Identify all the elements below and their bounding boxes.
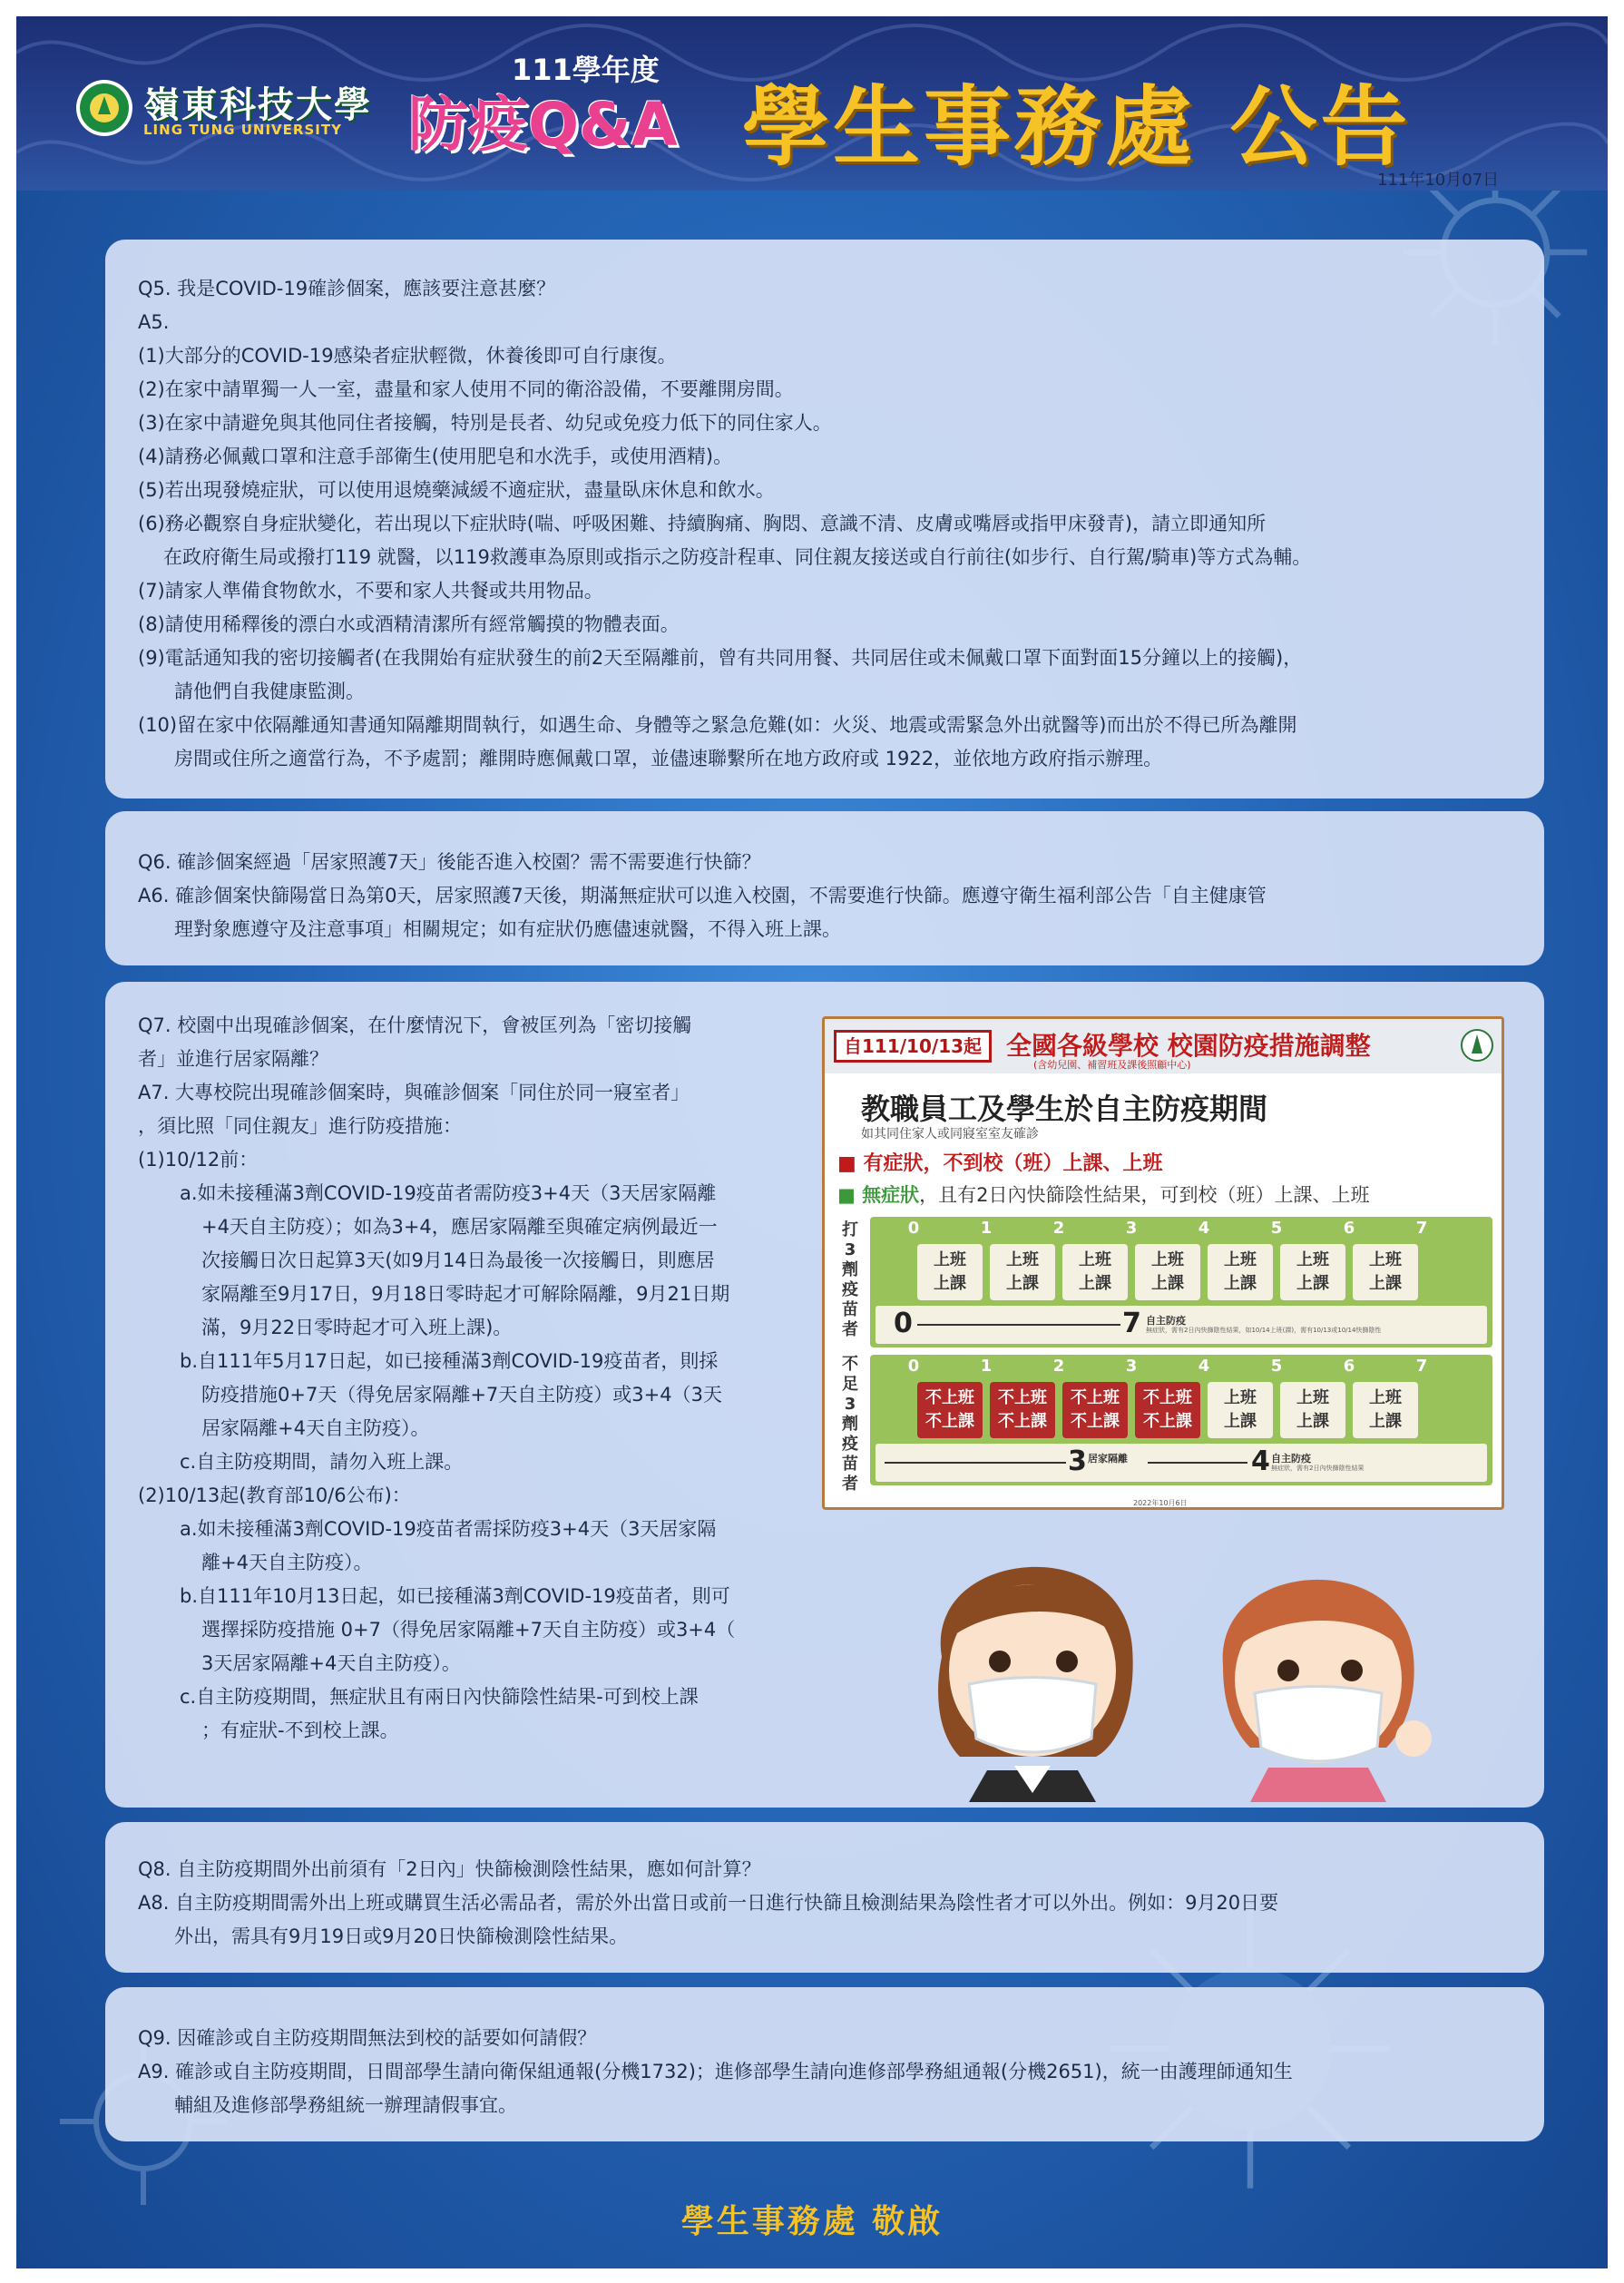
infographic-header [825,1019,1502,1073]
cell-label-work: 上班 [1224,1250,1257,1269]
attendance-cell [990,1244,1055,1300]
day-number: 4 [1198,1219,1210,1238]
attendance-cell [1280,1244,1345,1300]
q6-answer-cont: 理對象應遵守及注意事項」相關規定；如有症狀仍應儘速就醫，不得入班上課。 [174,918,841,940]
cell-label-work: 不上班 [1143,1388,1192,1407]
q5-item: (5)若出現發燒症狀，可以使用退燒藥減緩不適症狀，盡量臥床休息和飲水。 [138,479,775,501]
q5-item: (9)電話通知我的密切接觸者(在我開始有症狀發生的前2天至隔離前，曾有共同用餐、共同居住或未佩戴口罩下面對面15分鐘以上的接觸)， [138,647,1303,669]
q7-section: (1)10/12前： [138,1149,259,1171]
q5-item: (8)請使用稀釋後的漂白水或酒精清潔所有經常觸摸的物體表面。 [138,613,680,635]
boy-figure [1223,1580,1432,1802]
q7-section: (2)10/13起(教育部10/6公布)： [138,1484,411,1506]
cell-label-work: 上班 [1296,1250,1329,1269]
quarantine-label: 居家隔離 [1088,1453,1128,1465]
quarantine-days: 3 [1068,1445,1087,1477]
q7-item-cont: 次接觸日次日起算3天(如9月14日為最後一次接觸日，則應居 [201,1249,715,1271]
timeline-note: 無症狀，需有2日內快篩陰性結果，如10/14上班(課)，需有10/13或10/14快篩陰性 [1146,1327,1382,1334]
q8-answer: A8. 自主防疫期間需外出上班或購買生活必需品者，需於外出當日或前一日進行快篩且檢測結果為陰性者才可以外出。例如：9月20日要 [138,1892,1279,1914]
day-number: 2 [1052,1219,1065,1238]
cell-label-work: 上班 [1006,1250,1039,1269]
attendance-cell [1353,1244,1418,1300]
no-attendance-cell [990,1382,1055,1438]
q7-item-cont: 居家隔離+4天自主防疫）。 [201,1417,430,1439]
q9-answer: A9. 確診或自主防疫期間，日間部學生請向衛保組通報(分機1732)；進修部學生請向進修部學務組通報(分機2651)，統一由護理師通知生 [138,2061,1293,2082]
cell-label-class: 不上課 [998,1412,1047,1431]
header-banner [16,16,1608,191]
q7-item-cont: 選擇採防疫措施 0+7（得免居家隔離+7天自主防疫）或3+4（ [201,1619,736,1641]
masked-children-illustration [905,1512,1468,1802]
cell-label-class: 上課 [1296,1274,1329,1293]
self-prevention-timeline [876,1306,1487,1344]
q5-item: (2)在家中請單獨一人一室，盡量和家人使用不同的衛浴設備，不要離開房間。 [138,378,794,400]
day-number: 7 [1415,1219,1428,1238]
q7-item: b.自111年10月13日起，如已接種滿3劑COVID-19疫苗者，則可 [180,1585,730,1607]
q7-item: c.自主防疫期間，無症狀且有兩日內快篩陰性結果-可到校上課 [180,1686,699,1708]
day-number: 6 [1343,1219,1355,1238]
q7-item: a.如未接種滿3劑COVID-19疫苗者需採防疫3+4天（3天居家隔 [180,1518,717,1540]
q9-question: Q9. 因確診或自主防疫期間無法到校的話要如何請假？ [138,2027,597,2049]
q7-question-cont: 者」並進行居家隔離？ [138,1048,328,1070]
no-attendance-cell [1062,1382,1128,1438]
attendance-cell [917,1244,983,1300]
timeline-end: 7 [1122,1308,1141,1339]
timeline-label: 自主防疫 [1146,1315,1186,1327]
attendance-cell [1135,1244,1200,1300]
attendance-cell [1208,1382,1273,1438]
q8-answer-cont: 外出，需具有9月19日或9月20日快篩檢測陰性結果。 [174,1925,629,1947]
q5-card [105,240,1544,799]
timeline-bar [1148,1462,1247,1464]
q5-item: (3)在家中請避免與其他同住者接觸，特別是長者、幼兒或免疫力低下的同住家人。 [138,412,832,434]
q7-question: Q7. 校園中出現確診個案，在什麼情況下，會被匡列為「密切接觸 [138,1014,692,1036]
q7-item-cont: ；有症狀-不到校上課。 [201,1720,399,1741]
cell-label-class: 上課 [934,1274,966,1293]
q6-card [105,811,1544,965]
infographic-note: (含幼兒園、補習班及課後照顧中心) [1033,1059,1191,1071]
q5-item: (1)大部分的COVID-19感染者症狀輕微，休養後即可自行康復。 [138,345,677,367]
school-name-zh: 嶺東科技大學 [143,84,372,126]
q5-answer-label: A5. [138,311,170,333]
cell-label-class: 上課 [1369,1412,1402,1431]
q7-item: c.自主防疫期間，請勿入班上課。 [180,1451,464,1473]
q5-item-cont: 在政府衛生局或撥打119 就醫，以119救護車為原則或指示之防疫計程車、同住親友接送或自行前往(如步行、自行駕/騎車)等方式為輔。 [163,546,1312,568]
q5-item-cont: 請他們自我健康監測。 [174,681,365,702]
day-number: 0 [907,1219,920,1238]
q6-question: Q6. 確診個案經過「居家照護7天」後能否進入校園？需不需要進行快篩？ [138,851,761,873]
campus-measures-infographic [822,1016,1504,1510]
school-name-en: LING TUNG UNIVERSITY [143,122,342,138]
day-number: 1 [980,1219,993,1238]
asymptomatic-label: ■ 無症狀 [837,1184,920,1206]
cell-label-work: 上班 [1079,1250,1111,1269]
day-number: 0 [907,1357,920,1376]
attendance-cell [1353,1382,1418,1438]
day-number: 3 [1125,1219,1138,1238]
announcement-date: 111年10月07日 [1377,171,1500,190]
day-number: 5 [1270,1357,1283,1376]
asymptomatic-rule [837,1181,1370,1208]
university-logo-icon [74,78,134,138]
q7-item: b.自111年5月17日起，如已接種滿3劑COVID-19疫苗者，則採 [180,1350,719,1372]
cell-label-class: 不上課 [1143,1412,1192,1431]
q7-answer: A7. 大專校院出現確診個案時，與確診個案「同住於同一寢室者」 [138,1082,690,1103]
q7-item: a.如未接種滿3劑COVID-19疫苗者需防疫3+4天（3天居家隔離 [180,1182,717,1204]
qa-title: 防疫Q&A [408,90,678,160]
day-number: 7 [1415,1357,1428,1376]
cell-label-work: 上班 [934,1250,966,1269]
cell-label-work: 上班 [1369,1250,1402,1269]
cell-label-class: 上課 [1006,1274,1039,1293]
q7-answer-cont: ，須比照「同住親友」進行防疫措施： [138,1115,462,1137]
cell-label-class: 上課 [1151,1274,1184,1293]
quarantine-timeline [876,1444,1487,1482]
insufficient-doses-panel [870,1355,1492,1485]
cell-label-class: 上課 [1079,1274,1111,1293]
side-label-three-doses: 打3劑疫苗者 [842,1220,858,1339]
q7-item-cont: 防疫措施0+7天（得免居家隔離+7天自主防疫）或3+4（3天 [201,1384,722,1406]
main-title: 學生事務處 公告 [742,76,1412,178]
infographic-title: 全國各級學校 校園防疫措施調整 [1006,1031,1371,1061]
poster [16,16,1608,2268]
attendance-cell [1280,1382,1345,1438]
timeline-start: 0 [894,1308,913,1339]
cell-label-work: 不上班 [1071,1388,1120,1407]
asymptomatic-text: ，且有2日內快篩陰性結果，可到校（班）上課、上班 [919,1184,1370,1206]
q9-card [105,1987,1544,2141]
side-label-insufficient-doses: 不足3劑疫苗者 [842,1355,858,1494]
cell-label-work: 上班 [1151,1250,1184,1269]
day-number: 2 [1052,1357,1065,1376]
q8-card [105,1822,1544,1973]
effective-date-tag: 自111/10/13起 [834,1030,992,1063]
day-number: 1 [980,1357,993,1376]
cell-label-class: 不上課 [1071,1412,1120,1431]
day-number: 4 [1198,1357,1210,1376]
infographic-footer: 2022年10月6日 [1133,1499,1188,1507]
self-prevention-note: 無症狀，需有2日內快篩陰性結果 [1271,1465,1365,1472]
cell-label-work: 不上班 [998,1388,1047,1407]
q7-item-cont: +4天自主防疫）；如為3+4，應居家隔離至與確定病例最近一 [201,1216,718,1238]
q5-item: (10)留在家中依隔離通知書通知隔離期間執行，如遇生命、身體等之緊急危難(如：火災、地震或需緊急外出就醫等)而出於不得已所為離開 [138,714,1297,736]
symptomatic-rule: ■ 有症狀，不到校（班）上課、上班 [837,1152,1163,1175]
day-number: 5 [1270,1219,1283,1238]
year-title: 111學年度 [512,53,660,87]
cell-label-work: 上班 [1369,1388,1402,1407]
q8-question: Q8. 自主防疫期間外出前須有「2日內」快篩檢測陰性結果，應如何計算？ [138,1858,761,1880]
q7-item-cont: 滿，9月22日零時起才可入班上課)。 [201,1317,513,1338]
girl-figure [938,1567,1133,1802]
day-number: 6 [1343,1357,1355,1376]
no-attendance-cell [917,1382,983,1438]
cell-label-work: 上班 [1224,1388,1257,1407]
q5-item: (6)務必觀察自身症狀變化，若出現以下症狀時(喘、呼吸困難、持續胸痛、胸悶、意識不清、皮膚或嘴唇或指甲床發青)，請立即通知所 [138,513,1267,534]
q7-item-cont: 離+4天自主防疫）。 [201,1552,373,1573]
self-prevention-days: 4 [1251,1445,1270,1477]
cell-label-work: 不上班 [925,1388,974,1407]
q7-item-cont: 家隔離至9月17日，9月18日零時起才可解除隔離，9月21日期 [201,1283,730,1305]
cell-label-work: 上班 [1296,1388,1329,1407]
cell-label-class: 上課 [1224,1412,1257,1431]
q5-item: (4)請務必佩戴口罩和注意手部衛生(使用肥皂和水洗手，或使用酒精)。 [138,446,733,467]
cell-label-class: 不上課 [925,1412,974,1431]
timeline-bar [885,1462,1066,1464]
self-prevention-label: 自主防疫 [1271,1453,1311,1465]
cell-label-class: 上課 [1369,1274,1402,1293]
q9-answer-cont: 輔組及進修部學務組統一辦理請假事宜。 [174,2094,517,2116]
taiwan-cdc-emblem-icon [1460,1028,1494,1063]
q5-item-cont: 房間或住所之適當行為，不予處罰；離開時應佩戴口罩，並儘速聯繫所在地方政府或 1922，並依地方政府指示辦理。 [174,748,1163,769]
attendance-cell [1208,1244,1273,1300]
q7-item-cont: 3天居家隔離+4天自主防疫）。 [201,1652,461,1674]
signature: 學生事務處 敬啟 [680,2203,944,2240]
timeline-bar [917,1324,1120,1326]
cell-label-class: 上課 [1224,1274,1257,1293]
infographic-heading-note: 如其同住家人或同寢室室友確診 [861,1127,1039,1142]
day-number: 3 [1125,1357,1138,1376]
attendance-cell [1062,1244,1128,1300]
three-doses-panel [870,1217,1492,1347]
cell-label-class: 上課 [1296,1412,1329,1431]
q6-answer: A6. 確診個案快篩陽當日為第0天，居家照護7天後，期滿無症狀可以進入校園，不需要進行快篩。應遵守衛生福利部公告「自主健康管 [138,885,1267,906]
no-attendance-cell [1135,1382,1200,1438]
q5-item: (7)請家人準備食物飲水，不要和家人共餐或共用物品。 [138,580,603,602]
q5-question: Q5. 我是COVID-19確診個案，應該要注意甚麼？ [138,278,556,299]
infographic-heading: 教職員工及學生於自主防疫期間 [861,1092,1268,1126]
